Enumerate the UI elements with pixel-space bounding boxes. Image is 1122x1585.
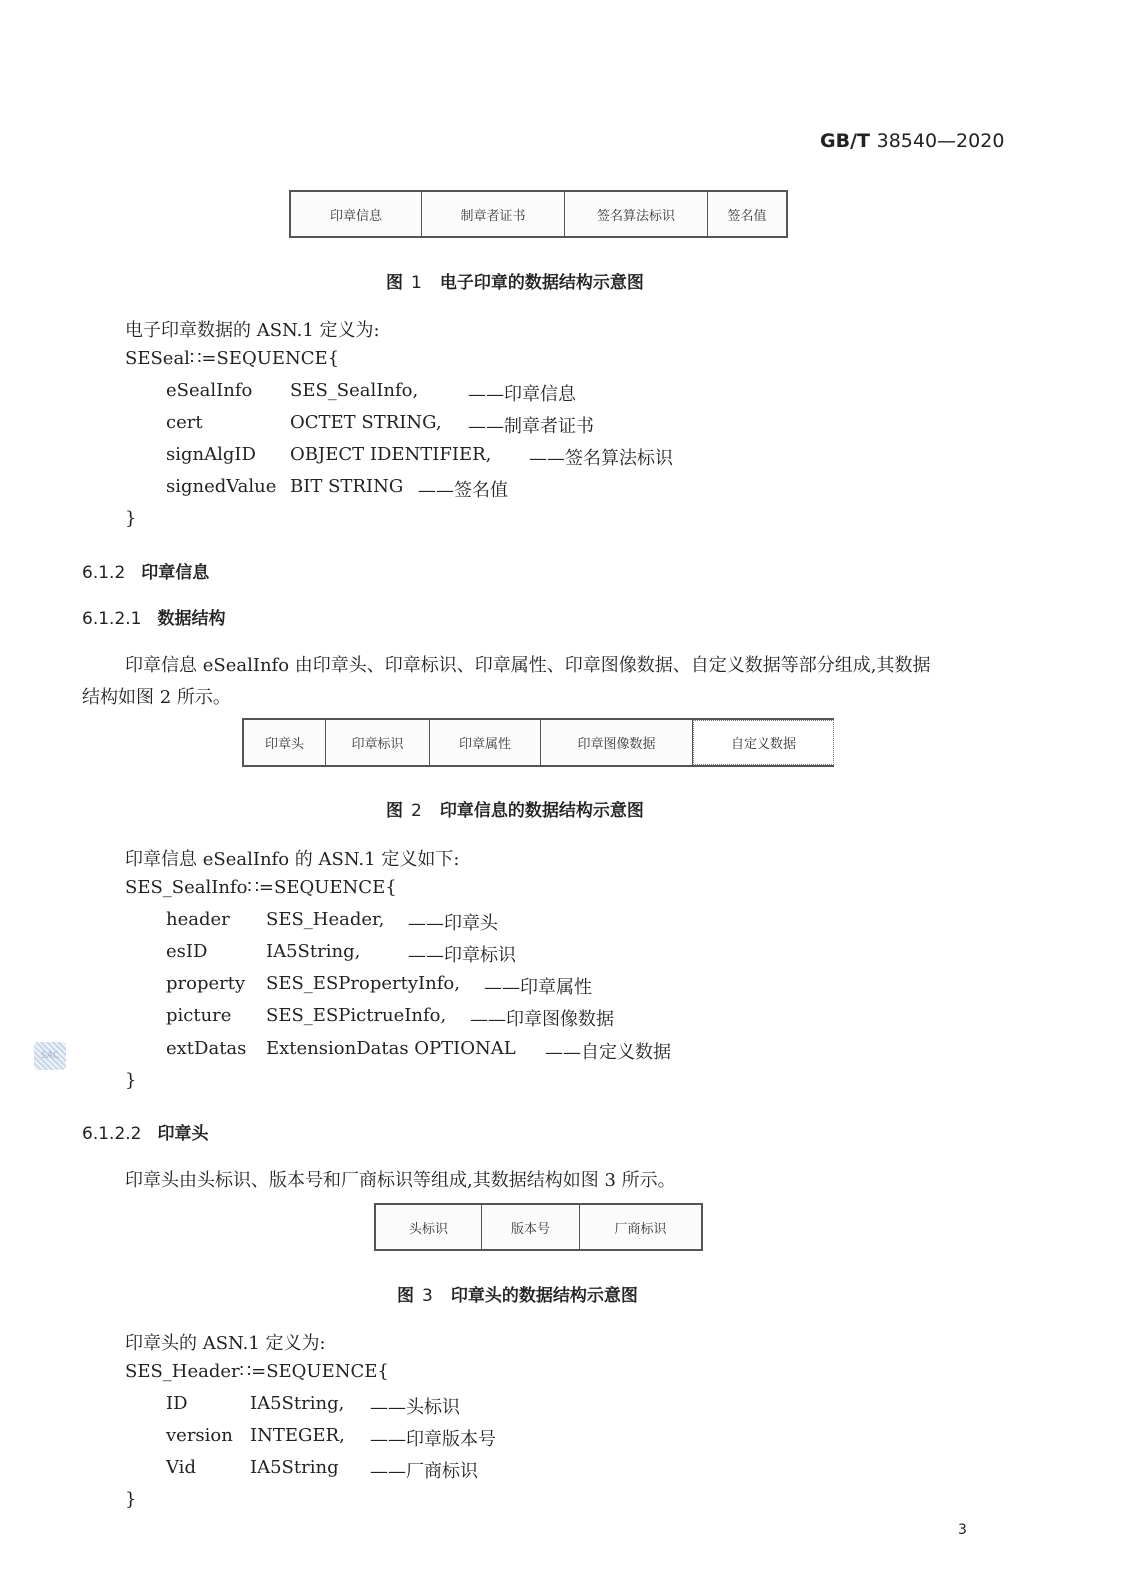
info-field-row [0,1038,1122,1062]
field-name: version [166,1425,233,1446]
info-asn-close: } [125,1070,137,1091]
fig1-cell-sign-value: 签名值 [708,192,786,236]
field-name: signedValue [166,476,277,497]
header-asn-open: SES_Header∷=SEQUENCE{ [125,1361,389,1382]
field-comment: ——签名值 [418,480,508,501]
info-asn-intro: 印章信息 eSealInfo 的 ASN.1 定义如下: [125,849,460,870]
field-type: ExtensionDatas OPTIONAL [266,1038,516,1059]
fig2-cell-id: 印章标识 [326,720,430,765]
fig2-caption-text: 印章信息的数据结构示意图 [439,801,644,821]
header-asn-close: } [125,1489,137,1510]
field-type: SES_Header, [266,909,385,930]
field-comment: ——签名算法标识 [529,448,673,469]
field-comment: ——印章图像数据 [470,1009,614,1030]
field-type: SES_ESPropertyInfo, [266,973,460,994]
paragraph-line: 印章头由头标识、版本号和厂商标识等组成,其数据结构如图 3 所示。 [125,1170,676,1191]
info-asn-open: SES_SealInfo∷=SEQUENCE{ [125,877,397,898]
info-field-row [0,909,1122,933]
seal-field-row [0,412,1122,436]
fig1-cell-maker-cert: 制章者证书 [422,192,565,236]
field-name: Vid [166,1457,196,1478]
header-field-row [0,1457,1122,1481]
figure-1-caption [386,268,644,293]
heading-title: 印章头 [157,1124,209,1144]
field-comment: ——厂商标识 [370,1461,478,1482]
paragraph-line: 结构如图 2 所示。 [82,687,231,708]
field-type: INTEGER, [250,1425,345,1446]
field-name: eSealInfo [166,380,253,401]
figure-2-caption [386,796,644,821]
fig2-cell-picture: 印章图像数据 [541,720,693,765]
figure-3-caption [397,1281,638,1306]
heading-6-1-2-2 [82,1119,208,1144]
header-field-row [0,1393,1122,1417]
field-type: OBJECT IDENTIFIER, [290,444,492,465]
fig2-cell-header: 印章头 [244,720,326,765]
fig3-cell-head-id: 头标识 [376,1205,482,1249]
seal-field-row [0,476,1122,500]
info-field-row [0,941,1122,965]
heading-title: 印章信息 [141,563,210,583]
fig3-cell-version: 版本号 [482,1205,580,1249]
figure-3-diagram [374,1203,703,1251]
fig2-number: 2 [411,801,422,821]
fig2-label: 图 [386,801,403,821]
heading-number: 6.1.2.2 [82,1124,142,1144]
fig3-label: 图 [397,1286,414,1306]
field-comment: ——印章信息 [468,384,576,405]
sac-watermark-logo: SAC [34,1042,66,1070]
field-name: header [166,909,230,930]
seal-field-row [0,444,1122,468]
field-type: SES_ESPictrueInfo, [266,1005,447,1026]
heading-title: 数据结构 [157,609,226,629]
seal-asn-intro: 电子印章数据的 ASN.1 定义为: [125,320,380,341]
field-comment: ——自定义数据 [545,1042,671,1063]
fig3-number: 3 [422,1286,433,1306]
field-type: OCTET STRING, [290,412,442,433]
field-type: IA5String, [250,1393,345,1414]
field-name: signAlgID [166,444,256,465]
header-asn-intro: 印章头的 ASN.1 定义为: [125,1333,326,1354]
field-type: IA5String, [266,941,361,962]
field-name: property [166,973,246,994]
fig3-cell-vendor-id: 厂商标识 [580,1205,701,1249]
fig1-cell-sign-alg: 签名算法标识 [565,192,708,236]
standard-code: 38540—2020 [876,130,1005,152]
field-comment: ——头标识 [370,1397,460,1418]
figure-1-diagram [289,190,788,238]
info-field-row [0,1005,1122,1029]
fig1-label: 图 [386,273,403,293]
field-type: SES_SealInfo, [290,380,419,401]
figure-2-diagram [242,718,834,767]
heading-6-1-2-1 [82,604,225,629]
field-name: cert [166,412,203,433]
seal-asn-open: SESeal∷=SEQUENCE{ [125,348,340,369]
page-number: 3 [958,1522,967,1538]
fig3-caption-text: 印章头的数据结构示意图 [450,1286,638,1306]
seal-field-row [0,380,1122,404]
field-name: esID [166,941,208,962]
field-comment: ——印章版本号 [370,1429,496,1450]
fig2-cell-ext: 自定义数据 [693,720,834,765]
field-type: IA5String [250,1457,339,1478]
paragraph-line: 印章信息 eSealInfo 由印章头、印章标识、印章属性、印章图像数据、自定义数据等部分组成,其数据 [125,655,931,676]
field-comment: ——印章标识 [408,945,516,966]
field-name: ID [166,1393,188,1414]
heading-number: 6.1.2.1 [82,609,142,629]
fig1-caption-text: 电子印章的数据结构示意图 [439,273,644,293]
info-field-row [0,973,1122,997]
standard-number [820,130,1004,152]
field-comment: ——印章头 [408,913,498,934]
standard-prefix: GB/T [820,130,870,152]
field-comment: ——印章属性 [484,977,592,998]
field-type: BIT STRING [290,476,404,497]
field-name: picture [166,1005,232,1026]
heading-6-1-2 [82,558,209,583]
field-name: extDatas [166,1038,247,1059]
seal-asn-close: } [125,508,137,529]
heading-number: 6.1.2 [82,563,126,583]
field-comment: ——制章者证书 [468,416,594,437]
fig1-number: 1 [411,273,422,293]
header-field-row [0,1425,1122,1449]
fig2-cell-property: 印章属性 [430,720,541,765]
fig1-cell-seal-info: 印章信息 [291,192,422,236]
